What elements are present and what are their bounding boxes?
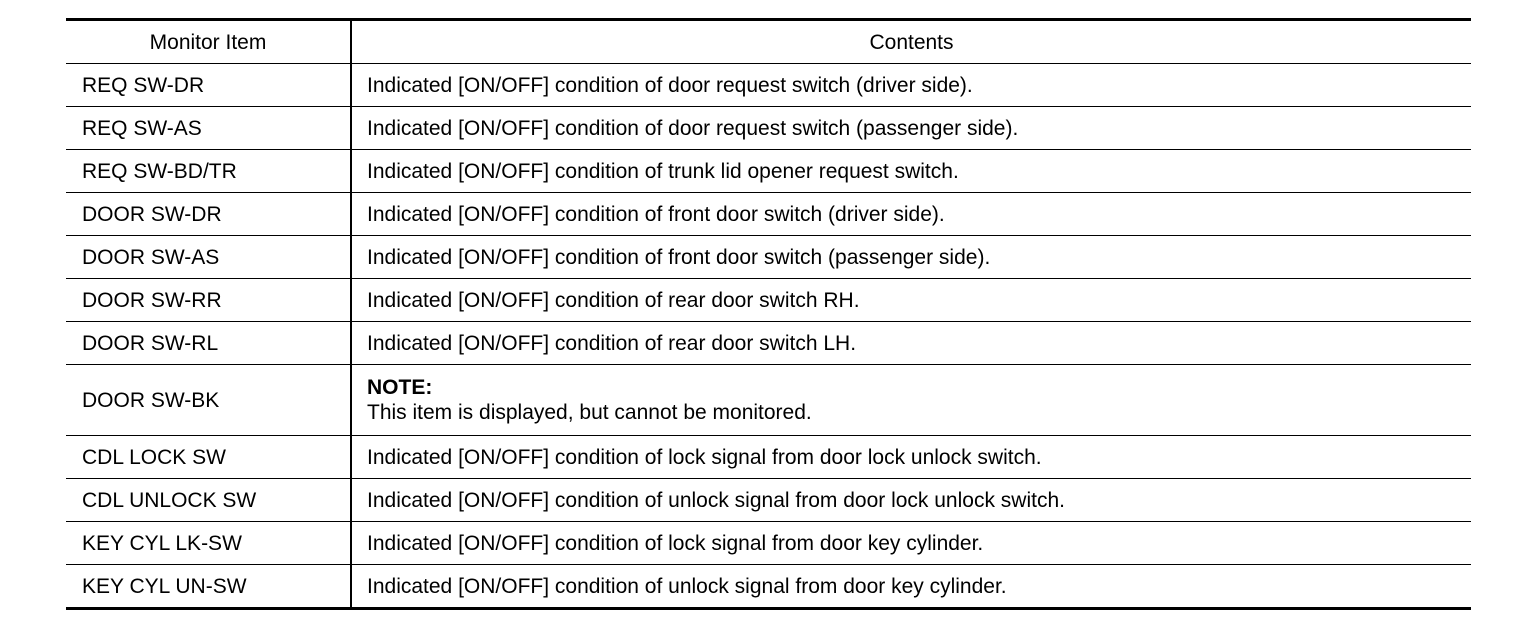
- table-row: [66, 479, 1471, 522]
- contents-cell: Indicated [ON/OFF] condition of rear door switch LH.: [351, 322, 1471, 365]
- note-text: This item is displayed, but cannot be monitored.: [367, 401, 812, 424]
- contents-cell: Indicated [ON/OFF] condition of front door switch (passenger side).: [351, 236, 1471, 279]
- contents-cell: Indicated [ON/OFF] condition of front door switch (driver side).: [351, 193, 1471, 236]
- monitor-item-cell: KEY CYL UN-SW: [66, 565, 351, 609]
- monitor-item-cell: REQ SW-DR: [66, 64, 351, 107]
- table-row: [66, 150, 1471, 193]
- contents-cell: Indicated [ON/OFF] condition of rear door switch RH.: [351, 279, 1471, 322]
- table-row: [66, 322, 1471, 365]
- table-row: [66, 193, 1471, 236]
- contents-cell-note: [351, 365, 1471, 436]
- monitor-item-table-container: [66, 18, 1471, 610]
- monitor-item-cell: CDL UNLOCK SW: [66, 479, 351, 522]
- contents-cell: Indicated [ON/OFF] condition of trunk lid opener request switch.: [351, 150, 1471, 193]
- monitor-item-cell: DOOR SW-BK: [66, 365, 351, 436]
- monitor-item-cell: DOOR SW-RR: [66, 279, 351, 322]
- table-row: [66, 565, 1471, 609]
- table-row: [66, 279, 1471, 322]
- monitor-item-cell: DOOR SW-RL: [66, 322, 351, 365]
- table-row: [66, 436, 1471, 479]
- header-monitor-item: Monitor Item: [66, 20, 351, 64]
- table-row: [66, 365, 1471, 436]
- contents-cell: Indicated [ON/OFF] condition of unlock signal from door lock unlock switch.: [351, 479, 1471, 522]
- contents-cell: Indicated [ON/OFF] condition of unlock signal from door key cylinder.: [351, 565, 1471, 609]
- contents-cell: Indicated [ON/OFF] condition of lock signal from door lock unlock switch.: [351, 436, 1471, 479]
- monitor-item-cell: DOOR SW-DR: [66, 193, 351, 236]
- monitor-item-cell: REQ SW-BD/TR: [66, 150, 351, 193]
- monitor-item-table: [66, 18, 1471, 610]
- table-row: [66, 236, 1471, 279]
- note-label: NOTE:: [367, 376, 433, 399]
- header-contents: Contents: [351, 20, 1471, 64]
- table-row: [66, 107, 1471, 150]
- contents-cell: Indicated [ON/OFF] condition of lock signal from door key cylinder.: [351, 522, 1471, 565]
- monitor-item-cell: CDL LOCK SW: [66, 436, 351, 479]
- table-header-row: [66, 20, 1471, 64]
- table-row: [66, 64, 1471, 107]
- contents-cell: Indicated [ON/OFF] condition of door request switch (passenger side).: [351, 107, 1471, 150]
- monitor-item-cell: KEY CYL LK-SW: [66, 522, 351, 565]
- monitor-item-cell: REQ SW-AS: [66, 107, 351, 150]
- contents-cell: Indicated [ON/OFF] condition of door request switch (driver side).: [351, 64, 1471, 107]
- table-row: [66, 522, 1471, 565]
- monitor-item-cell: DOOR SW-AS: [66, 236, 351, 279]
